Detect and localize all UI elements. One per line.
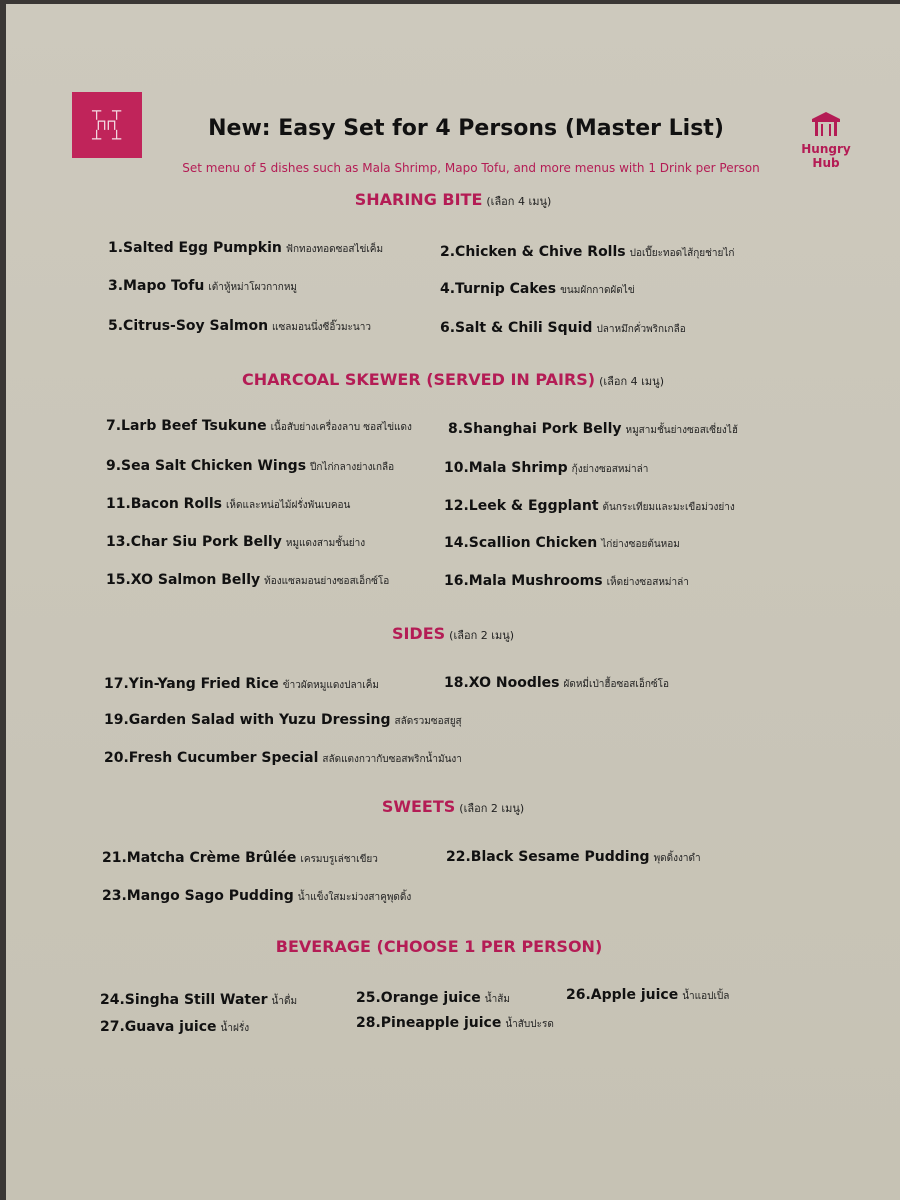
item-name: 17.Yin-Yang Fried Rice [104,676,279,692]
section-title: SWEETS [381,797,456,816]
item-name: 24.Singha Still Water [100,992,268,1008]
item-name: 22.Black Sesame Pudding [446,849,650,865]
menu-item [444,573,689,590]
item-name: 3.Mapo Tofu [108,278,205,294]
item-thai-name: แซลมอนนึ่งซีอิ๊วมะนาว [272,322,371,333]
menu-item [444,498,735,515]
item-thai-name: หมูสามชั้นย่างซอสเซี่ยงไฮ้ [625,425,738,436]
menu-item [106,418,412,435]
item-thai-name: ผัดหมี่เป่าฮื้อซอสเอ็กซ์โอ [563,679,670,690]
item-thai-name: น้ำดื่ม [271,996,298,1007]
item-thai-name: น้ำส้ม [484,994,510,1005]
menu-item [106,534,365,551]
jam-jam-logo-mark: ┬ ┬ ⊓⊓ ┴ ┴ [91,102,123,148]
item-thai-name: สลัดแตงกวากับซอสพริกน้ำมันงา [322,754,462,765]
item-name: 15.XO Salmon Belly [106,572,261,588]
jam-jam-logo [72,92,142,158]
item-name: 4.Turnip Cakes [440,281,557,297]
menu-sheet [6,4,900,1200]
menu-item [106,496,350,513]
hungry-hub-logo-text: Hungry Hub [801,142,851,170]
item-name: 27.Guava juice [100,1019,217,1035]
section-sides [6,624,900,644]
item-name: 26.Apple juice [566,987,679,1003]
item-name: 9.Sea Salt Chicken Wings [106,458,307,474]
item-name: 20.Fresh Cucumber Special [104,750,319,766]
menu-title: New: Easy Set for 4 Persons (Master List) [208,116,724,141]
item-thai-name: เนื้อสับย่างเครื่องลาบ ซอสไข่แดง [270,422,412,433]
menu-item [108,240,383,257]
item-thai-name: กุ้งย่างซอสหม่าล่า [571,464,649,475]
item-name: 21.Matcha Crème Brûlée [102,850,297,866]
menu-item [108,278,297,295]
menu-item [108,318,371,335]
item-thai-name: น้ำแอปเปิ้ล [682,991,730,1002]
menu-item [104,750,462,767]
menu-item [448,421,738,438]
menu-item [444,535,680,552]
item-name: 5.Citrus-Soy Salmon [108,318,269,334]
item-name: 6.Salt & Chili Squid [440,320,593,336]
menu-item [444,460,648,477]
section-sharing-bite [6,190,900,210]
item-thai-name: หมูแดงสามชั้นย่าง [285,538,366,549]
menu-item [566,987,729,1004]
menu-item [100,992,297,1009]
menu-item [102,850,378,867]
menu-item [440,281,635,298]
menu-item [440,320,686,337]
menu-item [444,675,669,692]
item-name: 8.Shanghai Pork Belly [448,421,622,437]
menu-item [106,458,394,475]
hungry-hub-logo [796,110,856,170]
item-thai-name: เต้าหู้หม่าโผวกากหมู [208,282,297,293]
item-name: 23.Mango Sago Pudding [102,888,294,904]
item-thai-name: ขนมผักกาดผัดไข่ [560,285,635,296]
menu-item [446,849,701,866]
item-thai-name: เห็ดย่างซอสหม่าล่า [606,577,689,588]
section-charcoal-skewer [6,370,900,390]
section-beverage [0,937,886,956]
menu-item [102,888,411,905]
table-icon [806,110,846,138]
section-title: CHARCOAL SKEWER (SERVED IN PAIRS) [241,370,596,389]
item-name: 16.Mala Mushrooms [444,573,603,589]
item-thai-name: ปลาหมึกคั่วพริกเกลือ [596,324,686,335]
item-thai-name: เครมบรูเล่ชาเขียว [300,854,378,865]
menu-item [440,244,734,261]
item-name: 2.Chicken & Chive Rolls [440,244,626,260]
section-title: BEVERAGE (CHOOSE 1 PER PERSON) [275,937,603,956]
menu-item [356,1015,554,1032]
item-thai-name: ท้องแซลมอนย่างซอสเอ็กซ์โอ [264,576,390,587]
item-thai-name: ฟักทองทอดซอสไข่เค็ม [285,244,384,255]
section-note: (เลือก 2 เมนู) [449,629,515,642]
item-name: 12.Leek & Eggplant [444,498,599,514]
menu-item [106,572,389,589]
item-name: 13.Char Siu Pork Belly [106,534,282,550]
item-thai-name: สลัดรวมซอสยูสุ [394,716,462,727]
item-thai-name: ต้นกระเทียมและมะเขือม่วงย่าง [602,502,735,513]
section-note: (เลือก 4 เมนู) [599,375,664,388]
item-thai-name: ข้าวผัดหมูแดงปลาเค็ม [282,680,379,691]
menu-item [356,990,510,1007]
menu-item [104,712,462,729]
item-name: 28.Pineapple juice [356,1015,502,1031]
item-thai-name: ปอเปี๊ยะทอดไส้กุยช่ายไก่ [629,248,735,259]
item-name: 18.XO Noodles [444,675,560,691]
section-title: SIDES [391,624,446,643]
item-thai-name: น้ำแข็งใสมะม่วงสาคูพุดดิ้ง [297,892,412,903]
section-title: SHARING BITE [354,190,483,209]
item-thai-name: ปีกไก่กลางย่างเกลือ [310,462,395,473]
item-name: 19.Garden Salad with Yuzu Dressing [104,712,391,728]
item-name: 25.Orange juice [356,990,481,1006]
item-name: 10.Mala Shrimp [444,460,568,476]
item-thai-name: น้ำสับปะรด [505,1019,554,1030]
item-name: 1.Salted Egg Pumpkin [108,240,282,256]
menu-subtitle: Set menu of 5 dishes such as Mala Shrimp, Mapo Tofu, and more menus with 1 Drink per Person [182,161,760,175]
section-sweets [6,797,900,817]
menu-item [100,1019,249,1036]
section-note: (เลือก 4 เมนู) [486,195,552,208]
item-thai-name: พุดดิ้งงาดำ [653,853,701,864]
item-name: 11.Bacon Rolls [106,496,223,512]
item-thai-name: ไก่ย่างซอยต้นหอม [601,539,680,550]
item-thai-name: เห็ดและหน่อไม้ฝรั่งพันเบคอน [226,500,351,511]
item-thai-name: น้ำฝรั่ง [220,1023,250,1034]
menu-item [104,676,379,693]
section-note: (เลือก 2 เมนู) [459,802,525,815]
item-name: 14.Scallion Chicken [444,535,598,551]
item-name: 7.Larb Beef Tsukune [106,418,267,434]
